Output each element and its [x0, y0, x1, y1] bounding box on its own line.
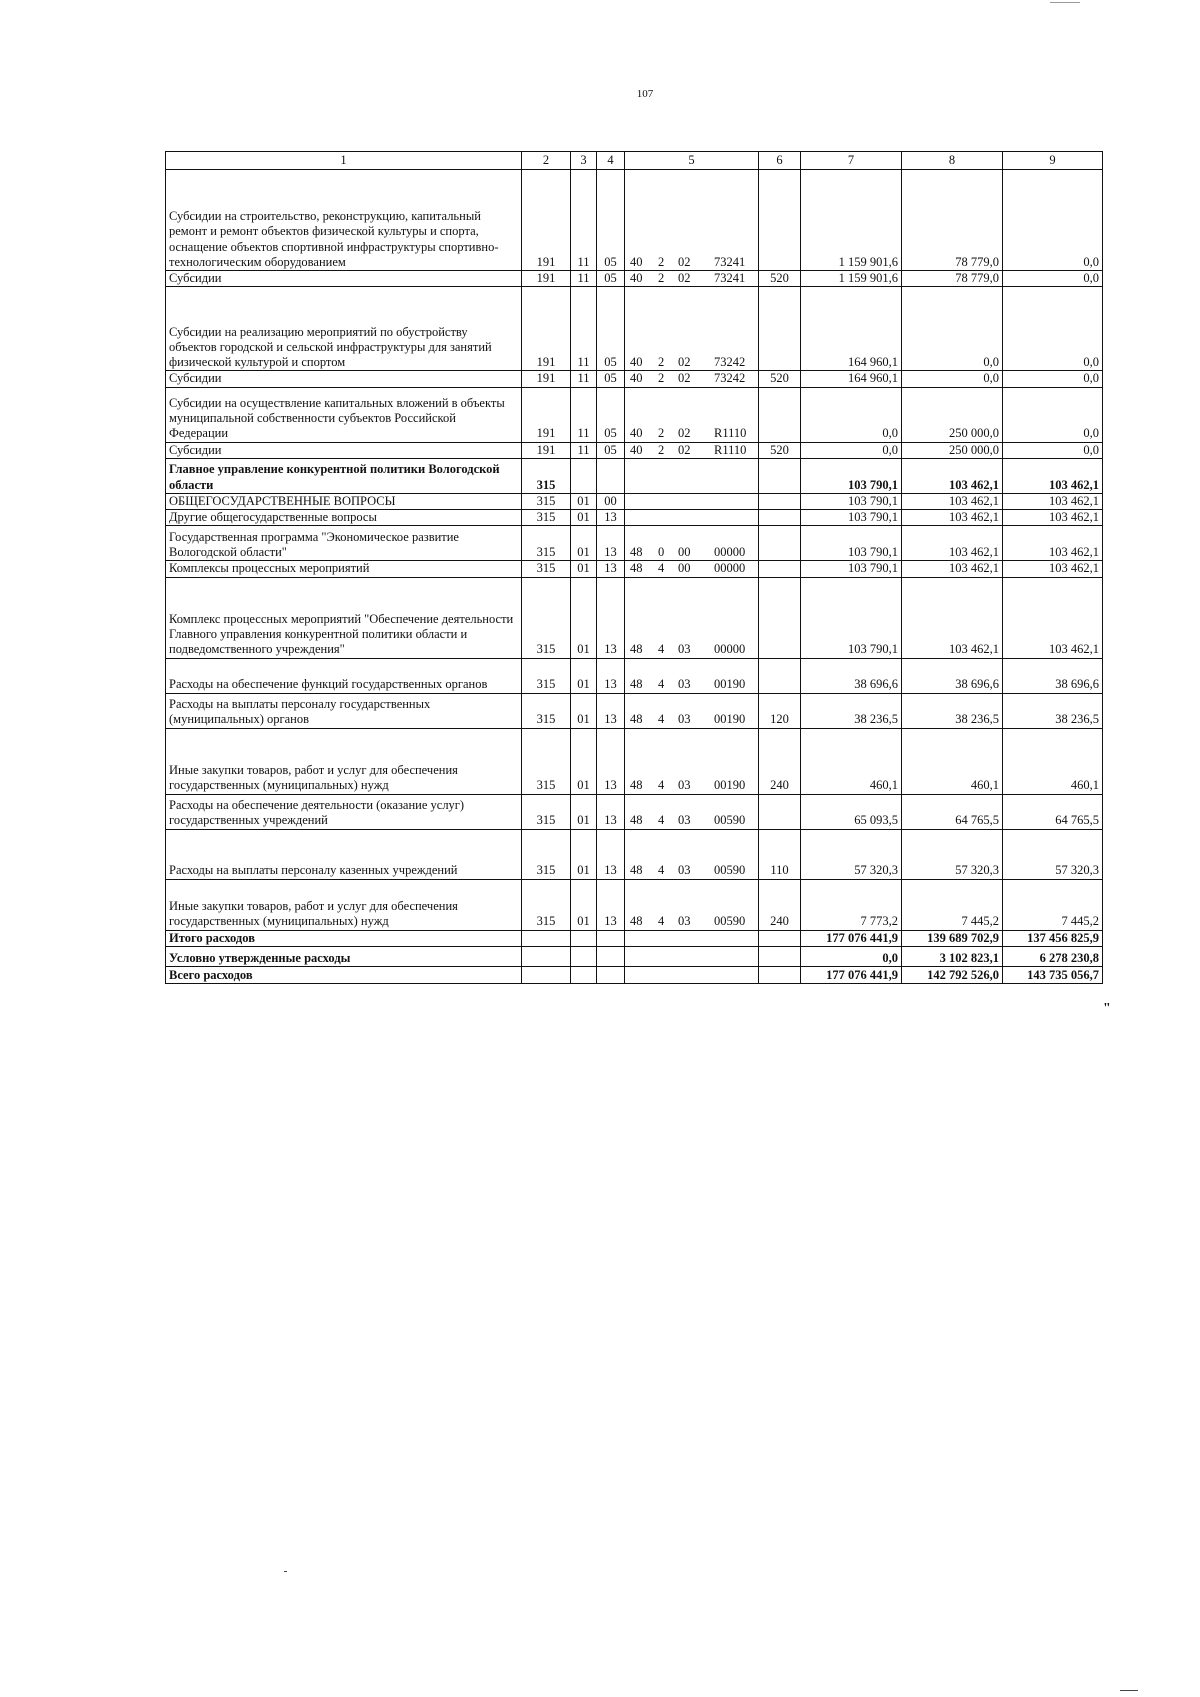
code-ministry-cell [522, 946, 571, 966]
code-part: 40 [630, 442, 643, 457]
table-row [166, 946, 1103, 966]
code-target-article-cell [625, 879, 759, 930]
code-part: 03 [678, 813, 691, 828]
scan-speck [1050, 2, 1080, 3]
code-part: 03 [678, 914, 691, 929]
amount-col7-cell: 103 790,1 [801, 493, 902, 509]
code-expense-type-cell [759, 170, 801, 271]
table-row [166, 458, 1103, 493]
code-subsection-cell: 13 [597, 577, 625, 658]
table-row [166, 966, 1103, 983]
code-ministry-cell: 191 [522, 287, 571, 371]
amount-col8-cell: 250 000,0 [902, 442, 1003, 458]
code-section-cell: 01 [571, 658, 597, 693]
code-part: 73242 [714, 371, 746, 386]
code-part: 2 [658, 442, 665, 457]
code-subsection-cell: 00 [597, 493, 625, 509]
row-name-cell: Расходы на выплаты персоналу казенных учреждений [166, 829, 522, 879]
code-ministry-cell: 315 [522, 658, 571, 693]
code-section-cell: 01 [571, 693, 597, 728]
header-cell: 8 [902, 152, 1003, 170]
amount-col8-cell: 142 792 526,0 [902, 966, 1003, 983]
code-part: 02 [678, 371, 691, 386]
code-part: 00 [678, 561, 691, 576]
amount-col9-cell: 0,0 [1003, 271, 1103, 287]
code-subsection-cell: 13 [597, 526, 625, 561]
code-ministry-cell: 315 [522, 879, 571, 930]
row-name-cell: Расходы на обеспечение функций государственных органов [166, 658, 522, 693]
amount-col8-cell: 78 779,0 [902, 271, 1003, 287]
page-number: 107 [636, 88, 654, 100]
amount-col7-cell: 7 773,2 [801, 879, 902, 930]
code-section-cell: 01 [571, 561, 597, 577]
code-part: 2 [658, 426, 665, 441]
code-part: 02 [678, 254, 691, 269]
code-part: 00000 [714, 642, 746, 657]
code-subsection-cell [597, 930, 625, 946]
row-name-cell: Субсидии [166, 442, 522, 458]
code-part: 03 [678, 712, 691, 727]
code-expense-type-cell [759, 526, 801, 561]
code-subsection-cell: 13 [597, 879, 625, 930]
code-ministry-cell: 191 [522, 170, 571, 271]
amount-col9-cell: 103 462,1 [1003, 510, 1103, 526]
amount-col8-cell: 78 779,0 [902, 170, 1003, 271]
amount-col9-cell: 0,0 [1003, 387, 1103, 442]
code-part: 4 [658, 813, 665, 828]
code-ministry-cell [522, 930, 571, 946]
code-subsection-cell: 13 [597, 561, 625, 577]
code-expense-type-cell [759, 387, 801, 442]
table-row [166, 287, 1103, 371]
code-expense-type-cell: 110 [759, 829, 801, 879]
code-target-article-cell [625, 658, 759, 693]
code-part: 00190 [714, 712, 746, 727]
code-subsection-cell: 13 [597, 658, 625, 693]
row-name-cell: Расходы на обеспечение деятельности (оказание услуг) государственных учреждений [166, 794, 522, 829]
code-section-cell [571, 966, 597, 983]
code-expense-type-cell [759, 493, 801, 509]
code-section-cell: 11 [571, 371, 597, 387]
code-subsection-cell: 05 [597, 387, 625, 442]
amount-col7-cell: 103 790,1 [801, 561, 902, 577]
row-name-cell: Другие общегосударственные вопросы [166, 510, 522, 526]
code-target-article-cell [625, 510, 759, 526]
code-ministry-cell: 315 [522, 829, 571, 879]
code-subsection-cell: 13 [597, 693, 625, 728]
amount-col8-cell: 460,1 [902, 728, 1003, 794]
code-section-cell: 01 [571, 526, 597, 561]
amount-col7-cell: 1 159 901,6 [801, 271, 902, 287]
code-section-cell [571, 946, 597, 966]
code-part: 03 [678, 863, 691, 878]
row-name-cell: Комплекс процессных мероприятий "Обеспечение деятельности Главного управления конкурентной политики области и подведомственного учреждения" [166, 577, 522, 658]
code-part: 48 [630, 712, 643, 727]
closing-quote: " [1103, 1001, 1111, 1016]
code-target-article-cell [625, 287, 759, 371]
code-section-cell [571, 458, 597, 493]
amount-col9-cell: 103 462,1 [1003, 577, 1103, 658]
code-part: 48 [630, 642, 643, 657]
code-target-article-cell [625, 577, 759, 658]
code-subsection-cell: 13 [597, 829, 625, 879]
table-row [166, 829, 1103, 879]
code-part: 00190 [714, 778, 746, 793]
code-expense-type-cell: 520 [759, 371, 801, 387]
amount-col9-cell: 0,0 [1003, 371, 1103, 387]
header-cell: 7 [801, 152, 902, 170]
code-expense-type-cell: 240 [759, 879, 801, 930]
code-section-cell: 01 [571, 510, 597, 526]
code-target-article-cell [625, 946, 759, 966]
amount-col9-cell: 0,0 [1003, 287, 1103, 371]
code-part: 00000 [714, 561, 746, 576]
code-part: 2 [658, 254, 665, 269]
code-target-article-cell [625, 371, 759, 387]
amount-col8-cell: 0,0 [902, 287, 1003, 371]
amount-col7-cell: 38 236,5 [801, 693, 902, 728]
code-part: 73241 [714, 254, 746, 269]
amount-col9-cell: 103 462,1 [1003, 561, 1103, 577]
row-name-cell: Всего расходов [166, 966, 522, 983]
table-row [166, 930, 1103, 946]
code-target-article-cell [625, 561, 759, 577]
header-cell: 1 [166, 152, 522, 170]
code-subsection-cell: 05 [597, 442, 625, 458]
amount-col8-cell: 250 000,0 [902, 387, 1003, 442]
code-subsection-cell: 13 [597, 794, 625, 829]
amount-col8-cell: 7 445,2 [902, 879, 1003, 930]
amount-col8-cell: 103 462,1 [902, 510, 1003, 526]
code-ministry-cell: 191 [522, 271, 571, 287]
code-ministry-cell: 315 [522, 510, 571, 526]
table-row [166, 728, 1103, 794]
code-subsection-cell: 13 [597, 510, 625, 526]
amount-col7-cell: 460,1 [801, 728, 902, 794]
code-part: 03 [678, 778, 691, 793]
code-ministry-cell: 315 [522, 493, 571, 509]
code-target-article-cell [625, 458, 759, 493]
amount-col9-cell: 38 236,5 [1003, 693, 1103, 728]
code-subsection-cell: 05 [597, 271, 625, 287]
amount-col9-cell: 57 320,3 [1003, 829, 1103, 879]
table-header-row [166, 152, 1103, 170]
amount-col7-cell: 0,0 [801, 442, 902, 458]
code-target-article-cell [625, 930, 759, 946]
code-part: R1110 [714, 442, 747, 457]
code-subsection-cell [597, 966, 625, 983]
code-expense-type-cell [759, 561, 801, 577]
code-part: 02 [678, 442, 691, 457]
amount-col9-cell: 6 278 230,8 [1003, 946, 1103, 966]
code-part: 40 [630, 371, 643, 386]
code-part: 4 [658, 778, 665, 793]
amount-col9-cell: 7 445,2 [1003, 879, 1103, 930]
amount-col7-cell: 1 159 901,6 [801, 170, 902, 271]
code-section-cell: 01 [571, 794, 597, 829]
amount-col9-cell: 103 462,1 [1003, 493, 1103, 509]
code-expense-type-cell [759, 510, 801, 526]
table-row [166, 493, 1103, 509]
row-name-cell: Иные закупки товаров, работ и услуг для обеспечения государственных (муниципальных) нужд [166, 879, 522, 930]
header-cell: 2 [522, 152, 571, 170]
row-name-cell: Субсидии на строительство, реконструкцию, капитальный ремонт и ремонт объектов физической культуры и спорта, оснащение объектов спортивной инфраструктуры спортивно-технологическим оборудованием [166, 170, 522, 271]
scan-speck [284, 1571, 287, 1572]
code-expense-type-cell [759, 287, 801, 371]
code-target-article-cell [625, 387, 759, 442]
table-row [166, 658, 1103, 693]
amount-col8-cell: 3 102 823,1 [902, 946, 1003, 966]
code-part: 00190 [714, 677, 746, 692]
code-part: 40 [630, 355, 643, 369]
code-section-cell: 11 [571, 442, 597, 458]
code-expense-type-cell [759, 458, 801, 493]
code-part: 4 [658, 561, 665, 576]
amount-col8-cell: 103 462,1 [902, 493, 1003, 509]
header-cell: 3 [571, 152, 597, 170]
code-target-article-cell [625, 526, 759, 561]
amount-col9-cell: 0,0 [1003, 170, 1103, 271]
code-part: 4 [658, 642, 665, 657]
code-expense-type-cell [759, 794, 801, 829]
table-row [166, 170, 1103, 271]
code-part: 48 [630, 677, 643, 692]
table-row [166, 577, 1103, 658]
code-section-cell [571, 930, 597, 946]
table-body [166, 170, 1103, 984]
row-name-cell: Главное управление конкурентной политики Вологодской области [166, 458, 522, 493]
amount-col7-cell: 103 790,1 [801, 526, 902, 561]
code-ministry-cell: 315 [522, 693, 571, 728]
header-cell: 9 [1003, 152, 1103, 170]
code-ministry-cell: 315 [522, 794, 571, 829]
amount-col7-cell: 57 320,3 [801, 829, 902, 879]
table-row [166, 526, 1103, 561]
code-target-article-cell [625, 728, 759, 794]
code-section-cell: 11 [571, 271, 597, 287]
code-ministry-cell: 315 [522, 561, 571, 577]
code-part: 4 [658, 677, 665, 692]
code-part: 73242 [714, 355, 746, 369]
table-row [166, 442, 1103, 458]
code-expense-type-cell: 240 [759, 728, 801, 794]
amount-col7-cell: 103 790,1 [801, 577, 902, 658]
code-section-cell: 11 [571, 387, 597, 442]
amount-col9-cell: 137 456 825,9 [1003, 930, 1103, 946]
table-row [166, 561, 1103, 577]
amount-col8-cell: 103 462,1 [902, 561, 1003, 577]
code-part: 02 [678, 271, 691, 285]
row-name-cell: Комплексы процессных мероприятий [166, 561, 522, 577]
budget-table [165, 151, 1103, 984]
code-ministry-cell: 315 [522, 458, 571, 493]
code-target-article-cell [625, 442, 759, 458]
code-target-article-cell [625, 966, 759, 983]
code-expense-type-cell: 120 [759, 693, 801, 728]
code-part: 2 [658, 371, 665, 386]
code-subsection-cell [597, 458, 625, 493]
amount-col8-cell: 38 696,6 [902, 658, 1003, 693]
code-expense-type-cell: 520 [759, 271, 801, 287]
amount-col7-cell: 177 076 441,9 [801, 966, 902, 983]
amount-col7-cell: 177 076 441,9 [801, 930, 902, 946]
code-part: 73241 [714, 271, 746, 285]
code-part: 48 [630, 863, 643, 878]
amount-col8-cell: 103 462,1 [902, 458, 1003, 493]
row-name-cell: Итого расходов [166, 930, 522, 946]
amount-col8-cell: 38 236,5 [902, 693, 1003, 728]
code-section-cell: 01 [571, 829, 597, 879]
table-row [166, 271, 1103, 287]
amount-col8-cell: 103 462,1 [902, 577, 1003, 658]
code-part: 00 [678, 545, 691, 559]
code-part: 00590 [714, 813, 746, 828]
code-part: 2 [658, 271, 665, 285]
code-part: 4 [658, 863, 665, 878]
code-section-cell: 01 [571, 493, 597, 509]
code-part: 00590 [714, 914, 746, 929]
amount-col7-cell: 38 696,6 [801, 658, 902, 693]
code-subsection-cell [597, 946, 625, 966]
code-ministry-cell: 315 [522, 577, 571, 658]
code-ministry-cell [522, 966, 571, 983]
code-target-article-cell [625, 829, 759, 879]
code-expense-type-cell [759, 658, 801, 693]
amount-col8-cell: 64 765,5 [902, 794, 1003, 829]
code-section-cell: 11 [571, 287, 597, 371]
code-target-article-cell [625, 493, 759, 509]
amount-col8-cell: 57 320,3 [902, 829, 1003, 879]
amount-col9-cell: 0,0 [1003, 442, 1103, 458]
row-name-cell: Условно утвержденные расходы [166, 946, 522, 966]
code-part: 4 [658, 914, 665, 929]
code-part: 4 [658, 712, 665, 727]
table-row [166, 693, 1103, 728]
code-part: 03 [678, 642, 691, 657]
amount-col7-cell: 0,0 [801, 387, 902, 442]
code-part: 0 [658, 545, 665, 559]
amount-col9-cell: 64 765,5 [1003, 794, 1103, 829]
scan-speck [1120, 1690, 1138, 1691]
table-row [166, 510, 1103, 526]
code-expense-type-cell [759, 577, 801, 658]
code-subsection-cell: 05 [597, 170, 625, 271]
amount-col9-cell: 38 696,6 [1003, 658, 1103, 693]
code-expense-type-cell: 520 [759, 442, 801, 458]
code-ministry-cell: 315 [522, 526, 571, 561]
code-part: 40 [630, 254, 643, 269]
code-subsection-cell: 05 [597, 371, 625, 387]
code-subsection-cell: 05 [597, 287, 625, 371]
code-expense-type-cell [759, 966, 801, 983]
code-subsection-cell: 13 [597, 728, 625, 794]
code-target-article-cell [625, 170, 759, 271]
code-target-article-cell [625, 693, 759, 728]
amount-col7-cell: 65 093,5 [801, 794, 902, 829]
row-name-cell: Расходы на выплаты персоналу государственных (муниципальных) органов [166, 693, 522, 728]
code-part: 03 [678, 677, 691, 692]
amount-col7-cell: 164 960,1 [801, 287, 902, 371]
code-expense-type-cell [759, 946, 801, 966]
amount-col7-cell: 0,0 [801, 946, 902, 966]
code-part: 48 [630, 813, 643, 828]
code-section-cell: 01 [571, 728, 597, 794]
row-name-cell: Субсидии на осуществление капитальных вложений в объекты муниципальной собственности субъектов Российской Федерации [166, 387, 522, 442]
code-part: 02 [678, 426, 691, 441]
row-name-cell: ОБЩЕГОСУДАРСТВЕННЫЕ ВОПРОСЫ [166, 493, 522, 509]
header-cell: 4 [597, 152, 625, 170]
code-part: 40 [630, 426, 643, 441]
amount-col7-cell: 103 790,1 [801, 510, 902, 526]
table-row [166, 371, 1103, 387]
table-row [166, 794, 1103, 829]
amount-col7-cell: 103 790,1 [801, 458, 902, 493]
amount-col8-cell: 0,0 [902, 371, 1003, 387]
code-part: 02 [678, 355, 691, 369]
code-section-cell: 01 [571, 879, 597, 930]
amount-col9-cell: 103 462,1 [1003, 458, 1103, 493]
code-part: 48 [630, 561, 643, 576]
row-name-cell: Иные закупки товаров, работ и услуг для обеспечения государственных (муниципальных) нужд [166, 728, 522, 794]
code-part: 48 [630, 914, 643, 929]
code-part: 2 [658, 355, 665, 369]
code-part: 48 [630, 778, 643, 793]
code-part: 40 [630, 271, 643, 285]
code-ministry-cell: 191 [522, 387, 571, 442]
code-part: 48 [630, 545, 643, 559]
amount-col8-cell: 103 462,1 [902, 526, 1003, 561]
code-part: 00590 [714, 863, 746, 878]
code-ministry-cell: 191 [522, 371, 571, 387]
code-target-article-cell [625, 271, 759, 287]
header-cell: 6 [759, 152, 801, 170]
table-row [166, 879, 1103, 930]
code-part: 00000 [714, 545, 746, 559]
row-name-cell: Субсидии [166, 371, 522, 387]
row-name-cell: Субсидии [166, 271, 522, 287]
amount-col8-cell: 139 689 702,9 [902, 930, 1003, 946]
amount-col9-cell: 460,1 [1003, 728, 1103, 794]
code-target-article-cell [625, 794, 759, 829]
amount-col9-cell: 103 462,1 [1003, 526, 1103, 561]
code-section-cell: 01 [571, 577, 597, 658]
row-name-cell: Субсидии на реализацию мероприятий по обустройству объектов городской и сельской инфраструктуры для занятий физической культурой и спортом [166, 287, 522, 371]
amount-col7-cell: 164 960,1 [801, 371, 902, 387]
amount-col9-cell: 143 735 056,7 [1003, 966, 1103, 983]
code-part: R1110 [714, 426, 747, 441]
code-ministry-cell: 191 [522, 442, 571, 458]
code-ministry-cell: 315 [522, 728, 571, 794]
code-section-cell: 11 [571, 170, 597, 271]
code-expense-type-cell [759, 930, 801, 946]
header-cell: 5 [625, 152, 759, 170]
table-row [166, 387, 1103, 442]
row-name-cell: Государственная программа "Экономическое развитие Вологодской области" [166, 526, 522, 561]
